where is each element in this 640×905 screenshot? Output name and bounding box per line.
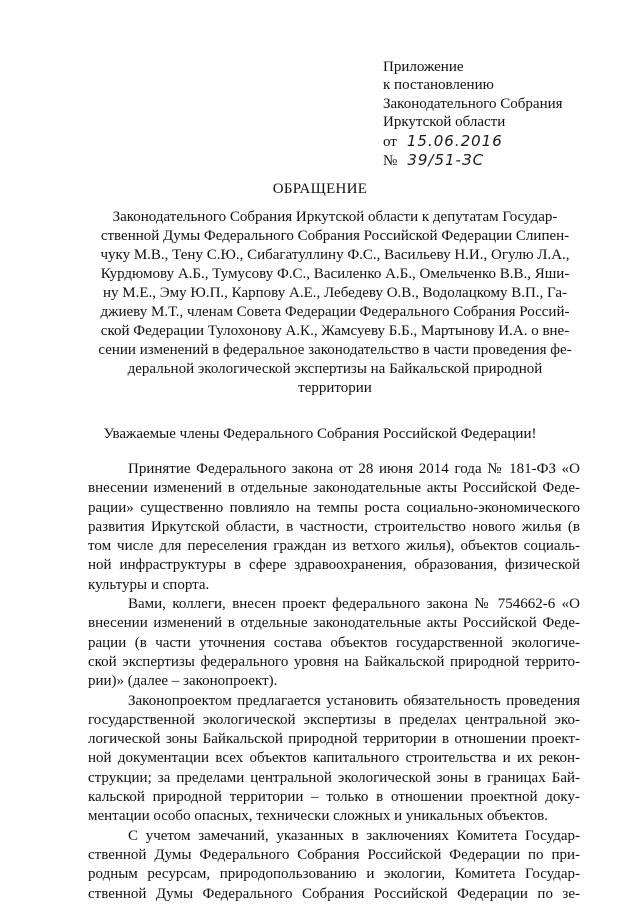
address-line: деральной экологической экспертизы на Байкальской природной [127,361,543,377]
handwritten-date: 15.06.2016 [406,131,503,150]
paragraph-line: ной инфраструктуры в сфере здравоохранения, образования, физической [88,557,580,574]
appendix-line: Иркутской области [383,114,506,131]
appendix-number [383,151,563,170]
paragraph-line: Принятие Федерального закона от 28 июня 2014 года № 181-ФЗ «О [128,461,580,477]
document-title: ОБРАЩЕНИЕ [272,181,368,197]
paragraph-line: внесении изменений в отдельные законодательные акты Российской Феде- [88,615,580,632]
appendix-line: к постановлению [383,77,494,94]
number-prefix: № [383,153,398,170]
address-line: ской Федерации Тулохонову А.К., Жамсуеву Б.Б., Мартынову И.А. о вне- [100,323,570,339]
address-line: территории [298,380,372,396]
greeting: Уважаемые члены Федерального Собрания Российской Федерации! [103,426,537,442]
paragraph-line: развития Иркутской области, в частности, строительство нового жилья (в [88,518,580,535]
handwritten-number: 39/51-ЗС [407,151,485,170]
address-block [95,208,575,398]
paragraph-line: ментации особо опасных, технически сложных и уникальных объектов. [88,808,548,825]
paragraph-line: том числе для переселения граждан из ветхого жилья), объектов социаль- [88,538,580,555]
paragraph-line: родным ресурсам, природопользованию и экологии, Комитета Государ- [88,866,580,883]
paragraph [88,460,580,595]
appendix-line: Приложение [383,59,464,75]
paragraph-line: Вами, коллеги, внесен проект федерального закона № 754662-6 «О [128,596,580,613]
address-line: Законодательного Собрания Иркутской области к депутатам Государ- [112,209,558,225]
paragraph-line: государственной экологической экспертизы в пределах центральной эко- [88,711,580,728]
address-line: джиеву М.Т., членам Совета Федерации Федерального Собрания Россий- [100,304,570,320]
paragraph-line: ской экспертизы федерального уровня на Байкальской природной террито- [88,653,580,670]
paragraph-line: культуры и спорта. [88,576,210,593]
address-line: сении изменений в федеральное законодательство в части проведения фе- [98,342,572,358]
paragraph-line: струкции; за пределами центральной экологической зоны в границах Бай- [88,769,580,786]
appendix-date [383,132,563,151]
appendix-header [383,58,563,170]
paragraph-line: Законопроектом предлагается установить обязательность проведения [128,692,580,709]
address-line: Курдюмову А.Б., Тумусову Ф.С., Василенко А.Б., Омельченко В.В., Яши- [100,266,570,282]
paragraph-line: С учетом замечаний, указанных в заключениях Комитета Государ- [128,827,580,844]
paragraph-line: рации (в части уточнения состава объектов государственной экологиче- [88,634,580,651]
paragraph [88,827,580,904]
paragraph-line: логической зоны Байкальской природной территории в отношении проект- [88,731,580,748]
paragraph [88,595,580,691]
address-line: чуку М.В., Тену С.Ю., Сибагатуллину Ф.С., Васильеву Н.И., Огулю Л.А., [100,247,570,263]
paragraph-line: ной документации всех объектов капитального строительства и их рекон- [88,750,580,767]
paragraph-line: внесении изменений в отдельные законодательные акты Российской Феде- [88,480,580,497]
address-line: ственной Думы Федерального Собрания Российской Федерации Слипен- [100,228,570,244]
body-text [88,436,580,904]
paragraph-line: кальской природной территории – только в отношении проектной доку- [88,789,580,806]
paragraph [88,692,580,827]
paragraph-line: рации» существенно повлияло на темпы роста социально-экономического [88,499,580,516]
paragraph-line: ственной Думы Федерального Собрания Российской Федерации по при- [88,846,580,863]
date-prefix: от [383,133,397,150]
address-line: ну М.Е., Эму Ю.П., Карпову А.Е., Лебедеву О.В., Водолацкому В.П., Га- [103,285,567,301]
appendix-line: Законодательного Собрания [383,95,563,112]
paragraph-line: рии)» (далее – законопроект). [88,673,278,690]
paragraph-line: ственной Думы Федерального Собрания Российской Федерации по зе- [88,885,580,902]
